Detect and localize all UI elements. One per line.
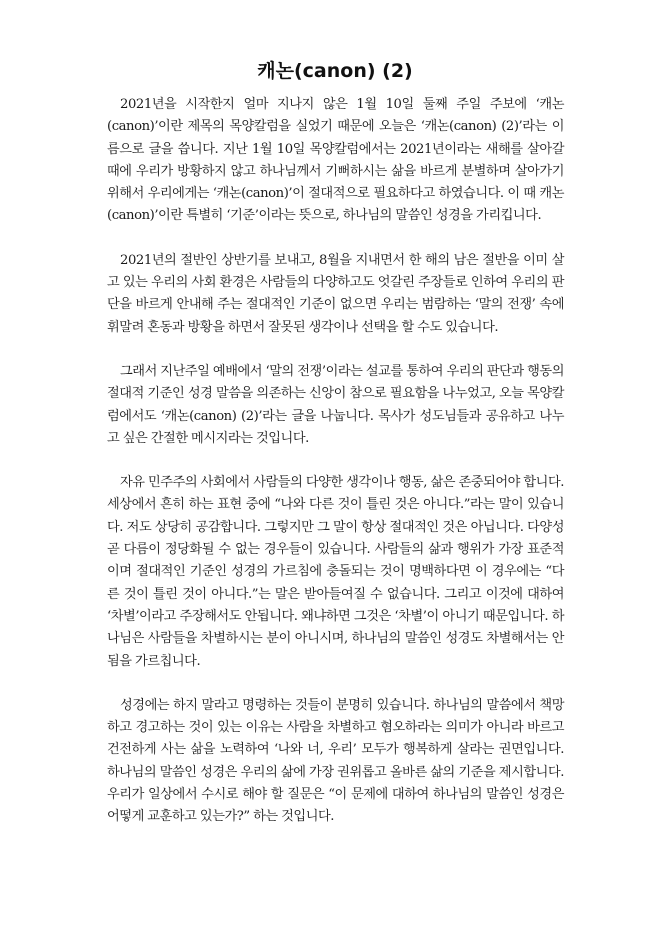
document-body <box>107 94 564 851</box>
paragraph-4: 자유 민주주의 사회에서 사람들의 다양한 생각이나 행동, 삶은 존중되어야 합니다. 세상에서 흔히 하는 표현 중에 “나와 다른 것이 틀린 것은 아니다.”라는 말이 있습니다. 저도 상당히 공감합니다. 그렇지만 그 말이 항상 절대적인 것은 아닙니다. 다양성 곧 다름이 정당화될 수 없는 경우들이 있습니다. 사람들의 삶과 행위가 가장 표준적이며 절대적인 기준인 성경의 가르침에 충돌되는 것이 명백하다면 이 경우에는 “다른 것이 틀린 것이 아니다.”는 말은 받아들여질 수 없습니다. 그리고 이것에 대하여 ‘차별’이라고 주장해서도 안됩니다. 왜냐하면 그것은 ‘차별’이 아니기 때문입니다. 하나님은 사람들을 차별하시는 분이 아니시며, 하나님의 말씀인 성경도 차별해서는 안 됨을 가르칩니다. <box>107 475 564 669</box>
document-title: 캐논(canon) (2) <box>257 60 413 82</box>
paragraph-3: 그래서 지난주일 예배에서 ‘말의 전쟁’이라는 설교를 통하여 우리의 판단과 행동의 절대적 기준인 성경 말씀을 의존하는 신앙이 참으로 필요함을 나누었고, 오늘 목양칼럼에서도 ‘캐논(canon) (2)’라는 글을 나눕니다. 목사가 성도님들과 공유하고 나누고 싶은 간절한 메시지라는 것입니다. <box>107 363 564 446</box>
paragraph-1: 2021년을 시작한지 얼마 지나지 않은 1월 10일 둘째 주일 주보에 ‘캐논(canon)’이란 제목의 목양칼럼을 실었기 때문에 오늘은 ‘캐논(canon) (2)’라는 이름으로 글을 씁니다. 지난 1월 10일 목양칼럼에서는 2021년이라는 새해를 살아갈 때에 우리가 방황하지 않고 하나님께서 기뻐하시는 삶을 바르게 분별하며 살아가기 위해서 우리에게는 ‘캐논(canon)’이 절대적으로 필요하다고 하였습니다. 이 때 캐논(canon)’이란 특별히 ‘기준’이라는 뜻으로, 하나님의 말씀인 성경을 가리킵니다. <box>107 97 564 224</box>
paragraph-5: 성경에는 하지 말라고 명령하는 것들이 분명히 있습니다. 하나님의 말씀에서 책망하고 경고하는 것이 있는 이유는 사람을 차별하고 혐오하라는 의미가 아니라 바르고 건전하게 사는 삶을 노력하여 ‘나와 너, 우리’ 모두가 행복하게 살라는 권면입니다. 하나님의 말씀인 성경은 우리의 삶에 가장 권위롭고 올바른 삶의 기준을 제시합니다. 우리가 일상에서 수시로 해야 할 질문은 “이 문제에 대하여 하나님의 말씀인 성경은 어떻게 교훈하고 있는가?” 하는 것입니다. <box>107 697 564 825</box>
paragraph-2: 2021년의 절반인 상반기를 보내고, 8월을 지내면서 한 해의 남은 절반을 이미 살고 있는 우리의 사회 환경은 사람들의 다양하고도 엇갈린 주장들로 인하여 우리의 판단을 바르게 안내해 주는 절대적인 기준이 없으면 우리는 범람하는 ‘말의 전쟁’ 속에 휘말려 혼동과 방황을 하면서 잘못된 생각이나 선택을 할 수도 있습니다. <box>107 252 564 335</box>
